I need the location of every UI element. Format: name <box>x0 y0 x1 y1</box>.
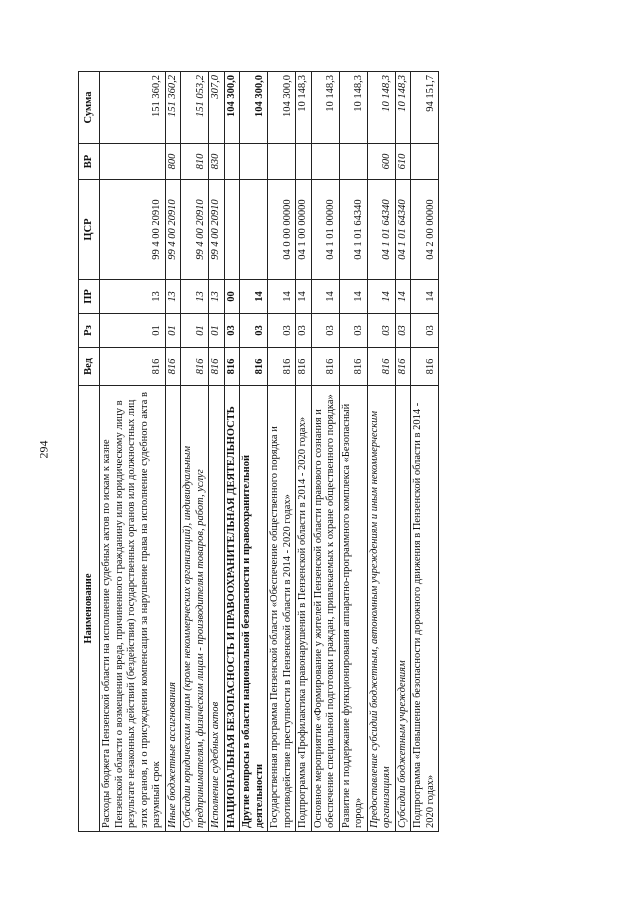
cell-name: Субсидии бюджетным учреждениям <box>395 386 411 832</box>
header-rz: Рз <box>79 314 100 348</box>
cell-vr: 610 <box>395 144 411 180</box>
cell-rz: 03 <box>240 314 268 348</box>
header-ved: Вед <box>79 348 100 386</box>
cell-sum: 10 148,3 <box>339 72 367 144</box>
cell-rz: 03 <box>224 314 240 348</box>
cell-vr <box>296 144 312 180</box>
cell-csr <box>240 180 268 280</box>
cell-vr <box>268 144 296 180</box>
cell-csr: 04 0 00 00000 <box>268 180 296 280</box>
cell-vr <box>224 144 240 180</box>
cell-sum: 104 300,0 <box>268 72 296 144</box>
table-row <box>268 72 296 832</box>
cell-rz: 03 <box>411 314 439 348</box>
cell-name: Основное мероприятие «Формирование у жителей Пензенской области правового сознания и обеспечение специальной подготовки граждан, привлекаемых к охране общественного порядка» <box>311 386 339 832</box>
header-sum: Сумма <box>79 72 100 144</box>
cell-ved: 816 <box>395 348 411 386</box>
cell-vr: 600 <box>367 144 395 180</box>
cell-ved: 816 <box>240 348 268 386</box>
cell-pr: 14 <box>296 280 312 314</box>
cell-pr: 14 <box>240 280 268 314</box>
cell-name: Предоставление субсидий бюджетным, автономным учреждениям и иным некоммерческим организациям <box>367 386 395 832</box>
cell-ved: 816 <box>311 348 339 386</box>
table-row <box>339 72 367 832</box>
header-name: Наименование <box>79 386 100 832</box>
cell-csr: 04 1 01 64340 <box>395 180 411 280</box>
cell-name: НАЦИОНАЛЬНАЯ БЕЗОПАСНОСТЬ И ПРАВООХРАНИТЕЛЬНАЯ ДЕЯТЕЛЬНОСТЬ <box>224 386 240 832</box>
table-row <box>311 72 339 832</box>
cell-name: Государственная программа Пензенской области «Обеспечение общественного порядка и противодействие преступности в Пензенской области в 2014 - 2020 годах» <box>268 386 296 832</box>
cell-rz: 03 <box>296 314 312 348</box>
cell-ved: 816 <box>100 348 166 386</box>
cell-pr: 13 <box>181 280 209 314</box>
cell-sum: 10 148,3 <box>367 72 395 144</box>
cell-sum: 104 300,0 <box>224 72 240 144</box>
header-csr: ЦСР <box>79 180 100 280</box>
cell-vr <box>339 144 367 180</box>
cell-name: Подпрограмма «Профилактика правонарушений в Пензенской области в 2014 - 2020 годах» <box>296 386 312 832</box>
cell-csr <box>224 180 240 280</box>
cell-csr: 04 2 00 00000 <box>411 180 439 280</box>
cell-name: Подпрограмма «Повышение безопасности дорожного движения в Пензенской области в 2014 - 2020 годах» <box>411 386 439 832</box>
cell-rz: 03 <box>367 314 395 348</box>
cell-sum: 104 300,0 <box>240 72 268 144</box>
cell-csr: 04 1 01 64340 <box>367 180 395 280</box>
cell-vr: 810 <box>181 144 209 180</box>
cell-rz: 03 <box>339 314 367 348</box>
cell-pr: 14 <box>411 280 439 314</box>
cell-vr: 800 <box>165 144 181 180</box>
cell-name: Иные бюджетные ассигнования <box>165 386 181 832</box>
cell-ved: 816 <box>181 348 209 386</box>
table-row <box>181 72 209 832</box>
cell-csr: 99 4 00 20910 <box>165 180 181 280</box>
header-vr: ВР <box>79 144 100 180</box>
cell-name: Исполнение судебных актов <box>209 386 225 832</box>
budget-table <box>78 71 439 832</box>
cell-rz: 03 <box>395 314 411 348</box>
cell-ved: 816 <box>165 348 181 386</box>
cell-ved: 816 <box>339 348 367 386</box>
cell-ved: 816 <box>367 348 395 386</box>
cell-vr <box>411 144 439 180</box>
cell-csr: 99 4 00 20910 <box>100 180 166 280</box>
cell-csr: 04 1 01 00000 <box>311 180 339 280</box>
cell-rz: 01 <box>100 314 166 348</box>
cell-sum: 10 148,3 <box>311 72 339 144</box>
cell-ved: 816 <box>209 348 225 386</box>
cell-pr: 13 <box>209 280 225 314</box>
cell-sum: 10 148,3 <box>296 72 312 144</box>
cell-pr: 14 <box>311 280 339 314</box>
cell-rz: 01 <box>181 314 209 348</box>
page-number: 294 <box>36 440 51 459</box>
table-row <box>240 72 268 832</box>
cell-ved: 816 <box>224 348 240 386</box>
cell-name: Другие вопросы в области национальной безопасности и правоохранительной деятельности <box>240 386 268 832</box>
table-row <box>224 72 240 832</box>
cell-rz: 01 <box>209 314 225 348</box>
cell-ved: 816 <box>411 348 439 386</box>
rotated-document <box>78 72 544 832</box>
cell-vr <box>240 144 268 180</box>
table-row <box>296 72 312 832</box>
cell-csr: 04 1 00 00000 <box>296 180 312 280</box>
cell-sum: 151 360,2 <box>100 72 166 144</box>
table-row <box>411 72 439 832</box>
table-row <box>100 72 166 832</box>
cell-vr: 830 <box>209 144 225 180</box>
cell-sum: 94 151,7 <box>411 72 439 144</box>
cell-ved: 816 <box>268 348 296 386</box>
cell-sum: 10 148,3 <box>395 72 411 144</box>
cell-vr <box>311 144 339 180</box>
cell-pr: 14 <box>367 280 395 314</box>
table-header-row <box>79 72 100 832</box>
cell-rz: 03 <box>268 314 296 348</box>
cell-vr <box>100 144 166 180</box>
cell-csr: 99 4 00 20910 <box>209 180 225 280</box>
table-row <box>367 72 395 832</box>
cell-sum: 151 053,2 <box>181 72 209 144</box>
cell-pr: 13 <box>100 280 166 314</box>
cell-sum: 151 360,2 <box>165 72 181 144</box>
cell-sum: 307,0 <box>209 72 225 144</box>
table-row <box>395 72 411 832</box>
cell-name: Развитие и поддержание функционирования аппаратно-программного комплекса «Безопасный город» <box>339 386 367 832</box>
cell-rz: 03 <box>311 314 339 348</box>
cell-rz: 01 <box>165 314 181 348</box>
cell-csr: 04 1 01 64340 <box>339 180 367 280</box>
cell-ved: 816 <box>296 348 312 386</box>
cell-name: Субсидии юридическим лицам (кроме некоммерческих организаций), индивидуальным предпринимателям, физическим лицам - производителям товаров, работ, услуг <box>181 386 209 832</box>
cell-pr: 14 <box>268 280 296 314</box>
cell-name: Расходы бюджета Пензенской области на исполнение судебных актов по искам к казне Пензенской области о возмещении вреда, причиненного гражданину или юридическому лицу в результате незаконных действий (бездействия) государственных органов или должностных лиц этих органов, и о присуждении компенсации за нарушение права на исполнение судебного акта в разумный срок <box>100 386 166 832</box>
cell-pr: 14 <box>395 280 411 314</box>
cell-pr: 14 <box>339 280 367 314</box>
table-row <box>209 72 225 832</box>
cell-csr: 99 4 00 20910 <box>181 180 209 280</box>
cell-pr: 00 <box>224 280 240 314</box>
header-pr: ПР <box>79 280 100 314</box>
cell-pr: 13 <box>165 280 181 314</box>
table-row <box>165 72 181 832</box>
